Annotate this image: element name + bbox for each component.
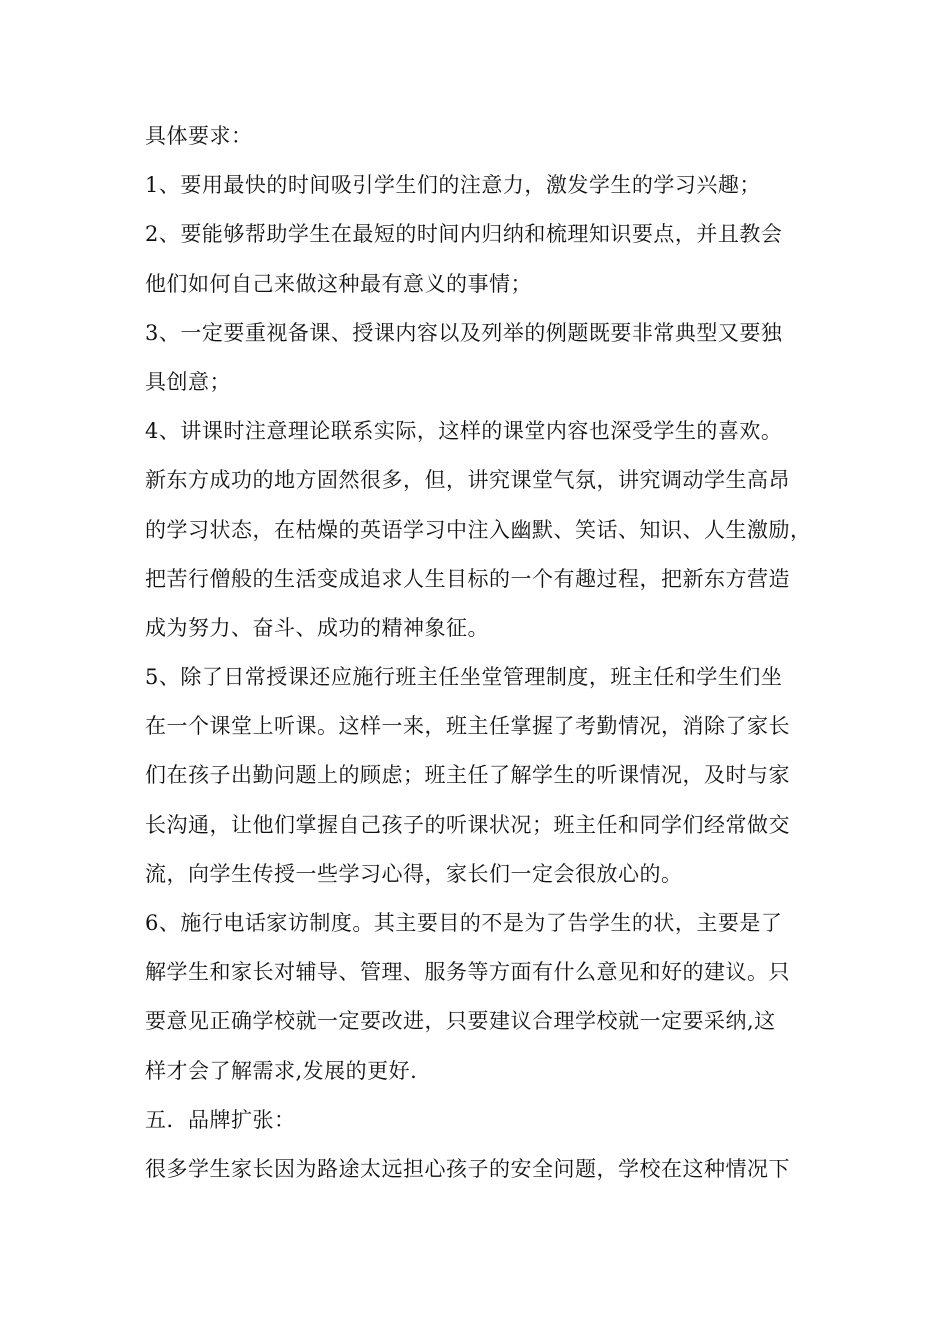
text-line: 在一个课堂上听课。这样一来，班主任掌握了考勤情况，消除了家长 — [145, 714, 790, 739]
text-line: 新东方成功的地方固然很多，但，讲究课堂气氛，讲究调动学生高昂 — [145, 468, 790, 493]
body-text — [145, 112, 815, 1194]
text-line: 很多学生家长因为路途太远担心孩子的安全问题，学校在这种情况下 — [145, 1156, 790, 1181]
text-line: 样才会了解需求,发展的更好. — [145, 1058, 418, 1083]
text-line: 具创意； — [145, 369, 231, 394]
text-line: 2、要能够帮助学生在最短的时间内归纳和梳理知识要点，并且教会 — [145, 222, 783, 247]
text-line: 成为努力、奋斗、成功的精神象征。 — [145, 615, 489, 640]
text-line: 流，向学生传授一些学习心得，家长们一定会很放心的。 — [145, 861, 683, 886]
text-line: 5、除了日常授课还应施行班主任坐堂管理制度，班主任和学生们坐 — [145, 665, 783, 690]
text-line: 要意见正确学校就一定要改进，只要建议合理学校就一定要采纳,这 — [145, 1009, 776, 1034]
text-line: 4、讲课时注意理论联系实际，这样的课堂内容也深受学生的喜欢。 — [145, 419, 783, 444]
text-line: 3、一定要重视备课、授课内容以及列举的例题既要非常典型又要独 — [145, 320, 783, 345]
text-line: 们在孩子出勤问题上的顾虑；班主任了解学生的听课情况，及时与家 — [145, 763, 790, 788]
text-line: 长沟通，让他们掌握自己孩子的听课状况；班主任和同学们经常做交 — [145, 812, 790, 837]
text-line: 具体要求： — [145, 124, 253, 148]
text-line: 的学习状态，在枯燥的英语学习中注入幽默、笑话、知识、人生激励， — [145, 517, 812, 542]
section-heading: 五．品牌扩张： — [145, 1107, 296, 1132]
text-line: 把苦行僧般的生活变成追求人生目标的一个有趣过程，把新东方营造 — [145, 566, 790, 591]
text-line: 解学生和家长对辅导、管理、服务等方面有什么意见和好的建议。只 — [145, 960, 790, 985]
text-line: 他们如何自己来做这种最有意义的事情； — [145, 271, 532, 296]
text-line: 1、要用最快的时间吸引学生们的注意力，激发学生的学习兴趣； — [145, 173, 761, 198]
text-line: 6、施行电话家访制度。其主要目的不是为了告学生的状，主要是了 — [145, 911, 783, 935]
